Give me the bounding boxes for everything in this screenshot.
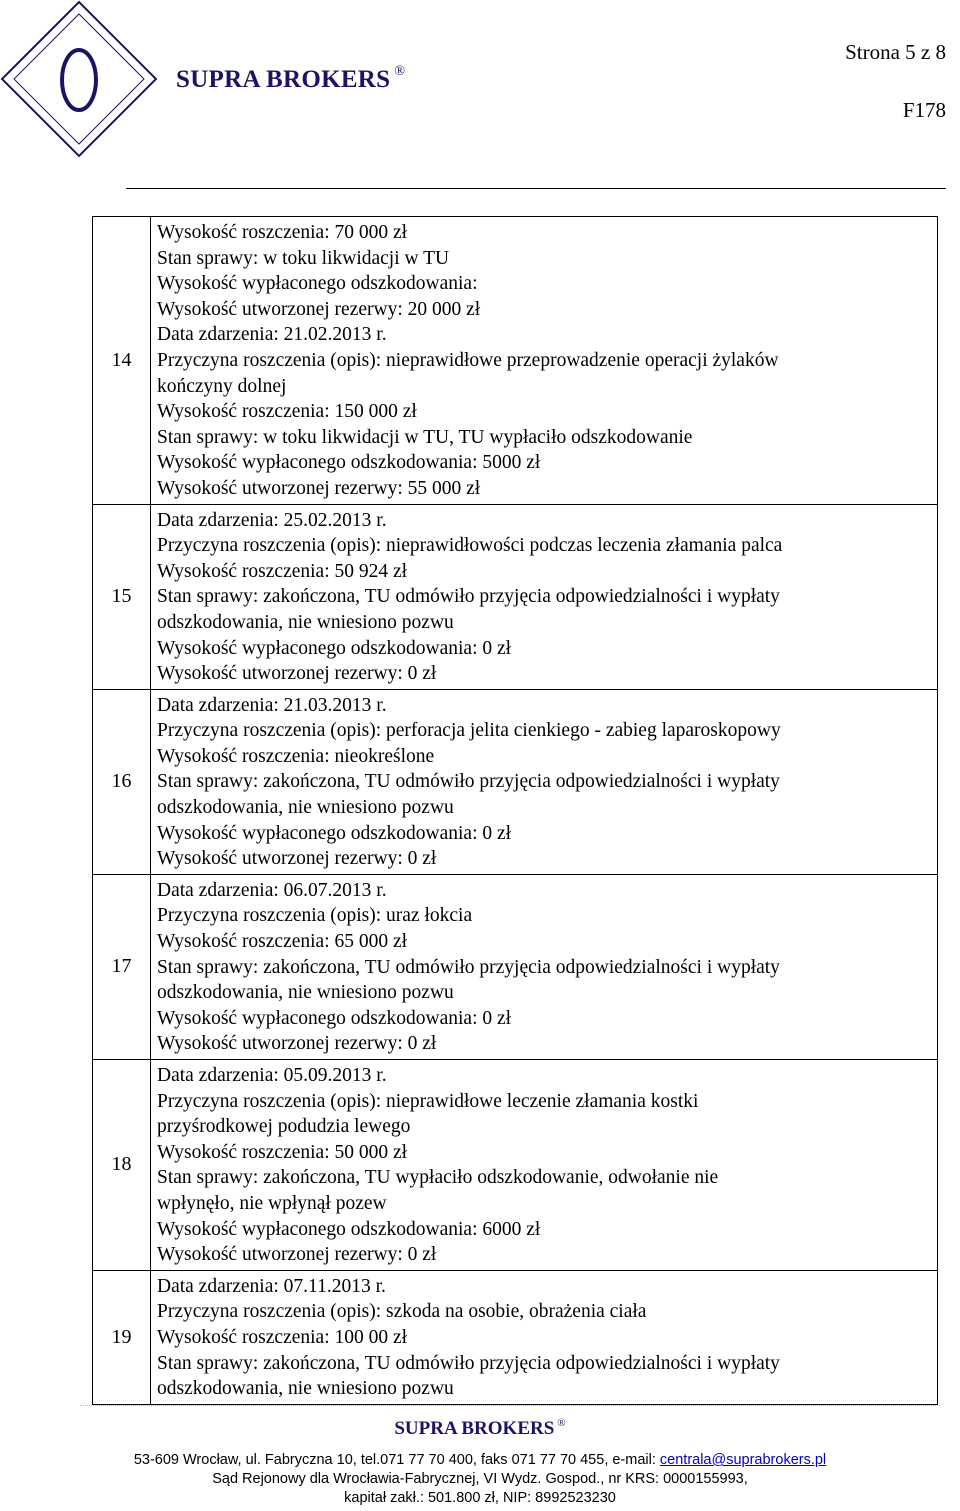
page-number: Strona 5 z 8	[845, 40, 946, 64]
row-number: 17	[93, 874, 151, 1059]
footer-email-link[interactable]: centrala@suprabrokers.pl	[659, 1452, 827, 1468]
row-number: 14	[93, 217, 151, 505]
detail-line: odszkodowania, nie wniesiono pozwu	[157, 1378, 454, 1400]
detail-line: Wysokość roszczenia: 150 000 zł	[157, 401, 417, 423]
detail-line: Wysokość roszczenia: 50 924 zł	[157, 560, 408, 582]
table-row	[93, 874, 938, 1059]
detail-line: Przyczyna roszczenia (opis): nieprawidłowości podczas leczenia złamania palca	[157, 535, 783, 557]
table-row	[93, 504, 938, 689]
footer-address: 53-609 Wrocław, ul. Fabryczna 10, tel.071 77 70 400, faks 071 77 70 455, e-mail: centrala@suprabrokers.pl	[133, 1452, 827, 1468]
detail-line: Wysokość utworzonej rezerwy: 20 000 zł	[157, 298, 481, 320]
detail-line: Data zdarzenia: 07.11.2013 r.	[157, 1275, 386, 1297]
detail-line: odszkodowania, nie wniesiono pozwu	[157, 982, 454, 1004]
detail-line: Wysokość roszczenia: 70 000 zł	[157, 222, 408, 243]
row-number: 16	[93, 689, 151, 874]
detail-line: Wysokość utworzonej rezerwy: 0 zł	[157, 848, 437, 870]
detail-line: Przyczyna roszczenia (opis): perforacja jelita cienkiego - zabieg laparoskopowy	[157, 720, 781, 742]
detail-line: Wysokość roszczenia: 50 000 zł	[157, 1141, 408, 1163]
detail-line: kończyny dolnej	[157, 375, 287, 397]
row-details	[151, 689, 938, 874]
detail-line: Wysokość roszczenia: 65 000 zł	[157, 931, 408, 953]
row-details	[151, 1060, 938, 1271]
row-number: 18	[93, 1060, 151, 1271]
row-details	[151, 874, 938, 1059]
detail-line: wpłynęło, nie wpłynął pozew	[157, 1192, 387, 1214]
detail-line: Przyczyna roszczenia (opis): nieprawidłowe leczenie złamania kostki	[157, 1090, 699, 1112]
detail-line: Wysokość roszczenia: nieokreślone	[157, 745, 435, 767]
header-divider	[126, 188, 946, 189]
footer-divider	[80, 1405, 940, 1406]
detail-line: Przyczyna roszczenia (opis): szkoda na osobie, obrażenia ciała	[157, 1301, 647, 1323]
row-number: 19	[93, 1270, 151, 1404]
detail-line: Stan sprawy: w toku likwidacji w TU	[157, 247, 450, 269]
table-row	[93, 1060, 938, 1271]
detail-line: Stan sprawy: zakończona, TU wypłaciło odszkodowanie, odwołanie nie	[157, 1167, 719, 1189]
detail-line: Wysokość wypłaconego odszkodowania: 6000 zł	[157, 1218, 541, 1240]
detail-line: Wysokość wypłaconego odszkodowania: 0 zł	[157, 1007, 512, 1029]
detail-line: Wysokość utworzonej rezerwy: 0 zł	[157, 663, 437, 685]
detail-line: Data zdarzenia: 06.07.2013 r.	[157, 879, 387, 901]
document-code: F178	[902, 98, 946, 122]
row-details	[151, 504, 938, 689]
detail-line: Przyczyna roszczenia (opis): nieprawidłowe przeprowadzenie operacji żylaków	[157, 349, 779, 371]
footer-brand: SUPRA BROKERS ®	[394, 1417, 566, 1439]
row-number: 15	[93, 504, 151, 689]
detail-line: Przyczyna roszczenia (opis): uraz łokcia	[157, 905, 473, 927]
detail-line: Stan sprawy: zakończona, TU odmówiło przyjęcia odpowiedzialności i wypłaty	[157, 1352, 780, 1374]
detail-line: Wysokość utworzonej rezerwy: 0 zł	[157, 1033, 437, 1055]
table-row	[93, 1270, 938, 1404]
detail-line: Data zdarzenia: 21.02.2013 r.	[157, 324, 387, 346]
row-details	[151, 1270, 938, 1404]
table-row	[93, 689, 938, 874]
detail-line: Stan sprawy: zakończona, TU odmówiło przyjęcia odpowiedzialności i wypłaty	[157, 956, 780, 978]
detail-line: Wysokość wypłaconego odszkodowania:	[157, 273, 478, 295]
detail-line: Wysokość wypłaconego odszkodowania: 5000 zł	[157, 452, 541, 474]
detail-line: odszkodowania, nie wniesiono pozwu	[157, 797, 454, 819]
header-brand: SUPRA BROKERS ®	[176, 64, 406, 93]
detail-line: Stan sprawy: w toku likwidacji w TU, TU wypłaciło odszkodowanie	[157, 426, 693, 448]
detail-line: odszkodowania, nie wniesiono pozwu	[157, 611, 454, 633]
footer-court: Sąd Rejonowy dla Wrocławia-Fabrycznej, VI Wydz. Gospod., nr KRS: 0000155993,	[212, 1471, 748, 1487]
claims-table	[92, 216, 938, 1405]
detail-line: Wysokość utworzonej rezerwy: 55 000 zł	[157, 477, 481, 499]
detail-line: Data zdarzenia: 05.09.2013 r.	[157, 1065, 387, 1086]
detail-line: Wysokość wypłaconego odszkodowania: 0 zł	[157, 637, 512, 659]
footer-capital: kapitał zakł.: 501.800 zł, NIP: 8992523230	[344, 1490, 616, 1506]
detail-line: Wysokość roszczenia: 100 00 zł	[157, 1326, 408, 1348]
table-row	[93, 217, 938, 505]
company-logo	[0, 0, 160, 160]
detail-line: Data zdarzenia: 21.03.2013 r.	[157, 694, 387, 716]
row-details	[151, 217, 938, 505]
detail-line: Stan sprawy: zakończona, TU odmówiło przyjęcia odpowiedzialności i wypłaty	[157, 771, 780, 793]
detail-line: Data zdarzenia: 25.02.2013 r.	[157, 509, 387, 531]
detail-line: Wysokość utworzonej rezerwy: 0 zł	[157, 1244, 437, 1266]
detail-line: Wysokość wypłaconego odszkodowania: 0 zł	[157, 822, 512, 844]
detail-line: Stan sprawy: zakończona, TU odmówiło przyjęcia odpowiedzialności i wypłaty	[157, 586, 780, 608]
detail-line: przyśrodkowej podudzia lewego	[157, 1116, 411, 1138]
